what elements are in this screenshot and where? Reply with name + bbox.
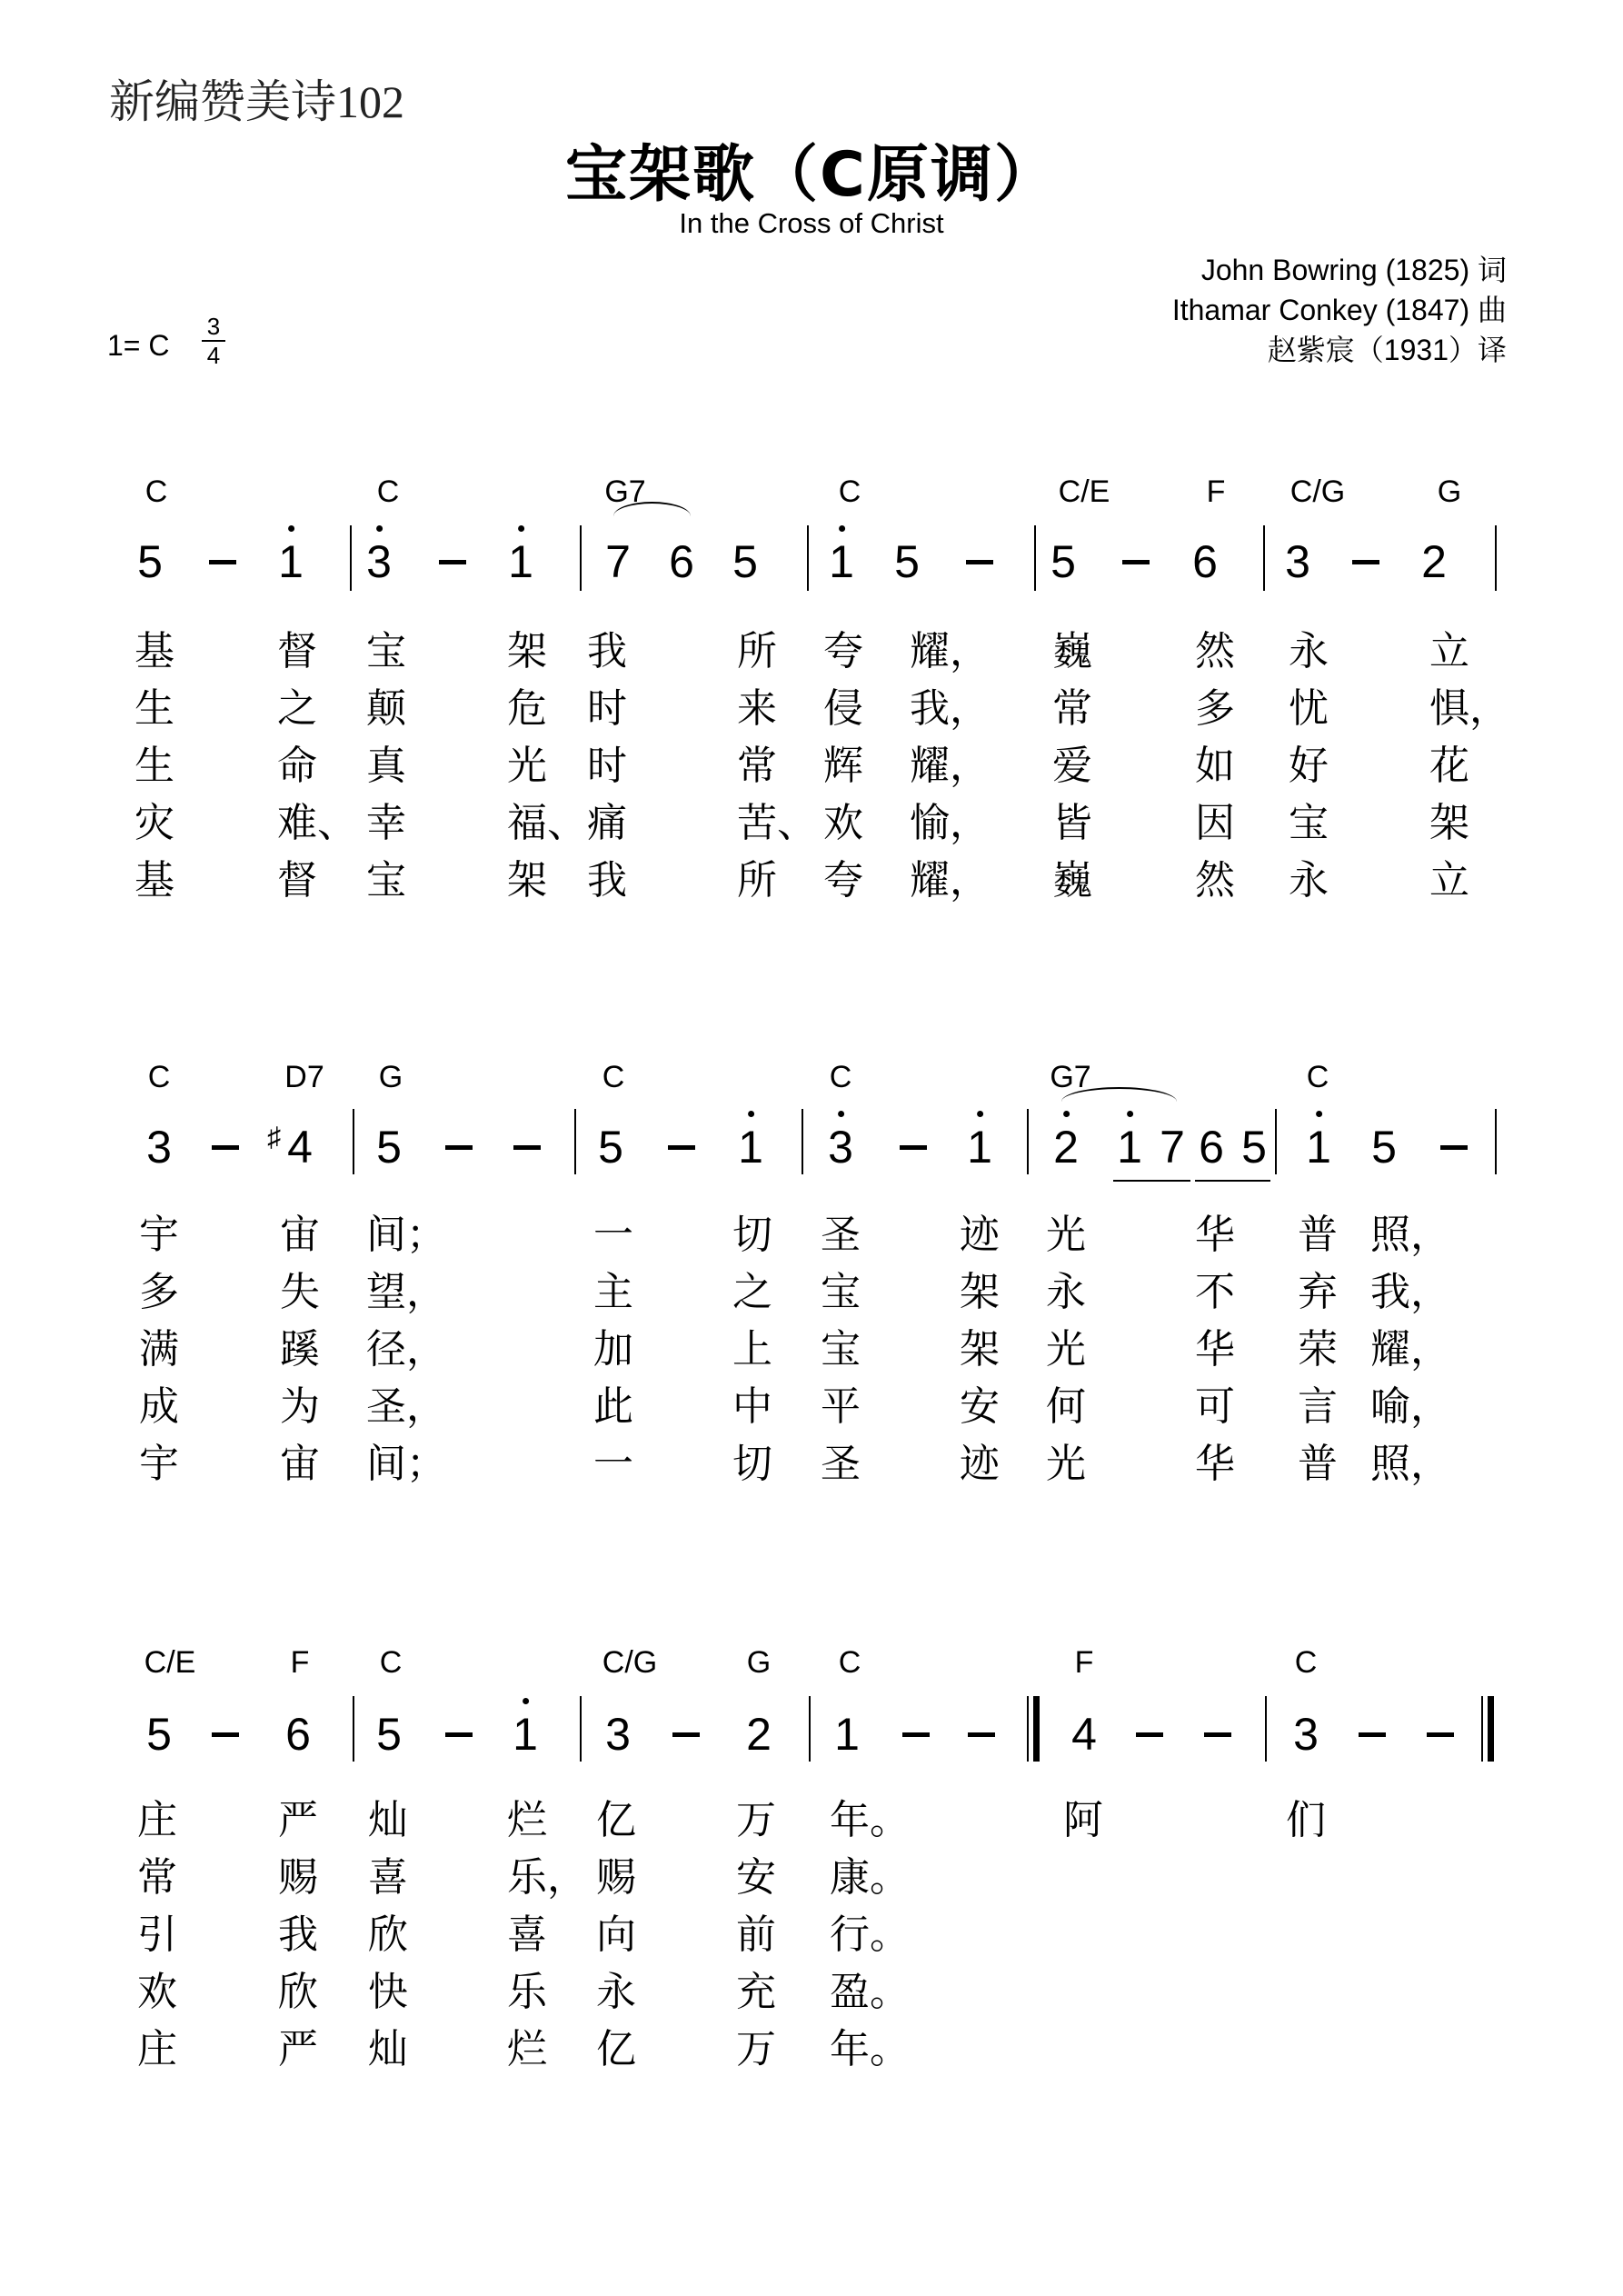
lyric-verse-5: 光 [1046, 1441, 1086, 1487]
lyric-verse-1: 巍 [1052, 628, 1092, 674]
lyric-verse-1: 所 [737, 628, 777, 674]
note: 1 [1117, 1122, 1142, 1173]
lyric-verse-1: 年。 [830, 1797, 910, 1843]
lyric-verse-4: 宝 [1289, 800, 1329, 846]
lyric-verse-5: 我 [587, 857, 627, 903]
lyric-verse-1: 基 [134, 628, 174, 674]
chord-symbol: C/G [602, 1645, 658, 1680]
extension-dash [968, 1732, 995, 1737]
octave-dot [288, 525, 294, 532]
lyric-verse-4: 皆 [1052, 800, 1092, 846]
lyric-verse-4: 欢 [137, 1969, 177, 2015]
lyric-verse-3: 常 [737, 743, 777, 789]
barline [1027, 1109, 1029, 1174]
note: 2 [746, 1709, 772, 1760]
octave-dot [839, 525, 845, 532]
lyric-verse-4: 欣 [278, 1969, 318, 2015]
lyric-verse-3: 喜 [507, 1912, 547, 1958]
lyric-verse-5: 基 [134, 857, 174, 903]
lyric-verse-3: 命 [277, 743, 317, 789]
lyric-verse-1: 我 [587, 628, 627, 674]
note: 6 [285, 1709, 311, 1760]
lyric-verse-5: 间； [366, 1441, 446, 1487]
lyric-verse-4: 福、 [507, 800, 587, 846]
lyric-verse-4: 喻， [1370, 1383, 1450, 1430]
lyric-verse-5: 圣 [821, 1441, 861, 1487]
lyric-verse-3: 爱 [1052, 743, 1092, 789]
lyric-verse-1: 严 [278, 1797, 318, 1843]
lyric-verse-5: 永 [1289, 857, 1329, 903]
note: 1 [1306, 1122, 1331, 1173]
lyric-verse-3: 蹊 [280, 1326, 320, 1373]
barline [1275, 1109, 1277, 1174]
lyric-verse-2: 常 [1052, 685, 1092, 732]
lyric-verse-4: 架 [1429, 800, 1469, 846]
english-subtitle: In the Cross of Christ [679, 207, 944, 239]
note: 5 [376, 1709, 402, 1760]
lyric-verse-3: 光 [507, 743, 547, 789]
octave-dot [1063, 1111, 1070, 1117]
note: 2 [1053, 1122, 1079, 1173]
chord-symbol: F [1206, 474, 1226, 509]
lyric-verse-4: 快 [368, 1969, 408, 2015]
lyric-verse-1: 庄 [137, 1797, 177, 1843]
extension-dash [445, 1732, 473, 1737]
extension-dash [445, 1145, 473, 1150]
eighth-note-underline [1195, 1180, 1270, 1182]
lyric-verse-3: 真 [366, 743, 406, 789]
chord-symbol: C/E [1058, 474, 1110, 509]
lyric-verse-5: 万 [736, 2026, 776, 2072]
chord-symbol: F [1074, 1645, 1094, 1680]
double-barline-thick [1488, 1696, 1494, 1762]
lyric-verse-3: 径， [366, 1326, 446, 1373]
time-signature [202, 314, 225, 367]
lyric-verse-1: 迹 [960, 1212, 1000, 1258]
note: 6 [669, 536, 694, 587]
amen-lyric: 们 [1286, 1797, 1326, 1843]
extension-dash [900, 1145, 927, 1150]
lyric-verse-2: 不 [1195, 1269, 1235, 1315]
note: 3 [146, 1122, 172, 1173]
lyric-verse-1: 间； [366, 1212, 446, 1258]
lyric-verse-2: 安 [736, 1854, 776, 1901]
note: 5 [598, 1122, 623, 1173]
lyric-verse-3: 如 [1195, 743, 1235, 789]
extension-dash [672, 1732, 700, 1737]
lyric-verse-3: 引 [137, 1912, 177, 1958]
extension-dash [1359, 1732, 1386, 1737]
lyric-verse-5: 宙 [280, 1441, 320, 1487]
chord-symbol: C [1294, 1645, 1318, 1680]
lyric-verse-2: 多 [1195, 685, 1235, 732]
chord-symbol: C [1306, 1060, 1329, 1094]
lyric-verse-2: 之 [277, 685, 317, 732]
barline [807, 525, 809, 591]
lyric-verse-5: 华 [1195, 1441, 1235, 1487]
note: 5 [894, 536, 920, 587]
note: 3 [605, 1709, 631, 1760]
chord-symbol: C [838, 1645, 861, 1680]
extension-dash [1440, 1145, 1468, 1150]
lyric-verse-5: 宝 [366, 857, 406, 903]
lyric-verse-2: 危 [507, 685, 547, 732]
time-signature-bottom: 4 [206, 342, 221, 369]
chord-symbol: C [838, 474, 861, 509]
lyric-verse-3: 好 [1289, 743, 1329, 789]
lyric-verse-3: 光 [1046, 1326, 1086, 1373]
extension-dash [1136, 1732, 1163, 1737]
barline [580, 525, 582, 591]
lyric-verse-3: 架 [960, 1326, 1000, 1373]
lyric-verse-4: 言 [1298, 1383, 1338, 1430]
lyric-verse-3: 前 [736, 1912, 776, 1958]
lyric-verse-4: 为 [280, 1383, 320, 1430]
extension-dash [1204, 1732, 1231, 1737]
octave-dot [1127, 1111, 1133, 1117]
lyric-verse-5: 亿 [596, 2026, 636, 2072]
lyric-verse-2: 我， [1370, 1269, 1450, 1315]
octave-dot [838, 1111, 844, 1117]
lyric-verse-5: 立 [1429, 857, 1469, 903]
lyric-verse-5: 然 [1195, 857, 1235, 903]
lyric-verse-2: 之 [732, 1269, 772, 1315]
lyric-verse-2: 主 [593, 1269, 633, 1315]
note: 1 [967, 1122, 992, 1173]
note: 3 [1293, 1709, 1319, 1760]
lyric-verse-2: 多 [139, 1269, 179, 1315]
note: 1 [508, 536, 533, 587]
lyric-verse-2: 失 [280, 1269, 320, 1315]
lyric-verse-1: 光 [1046, 1212, 1086, 1258]
chord-symbol: D7 [284, 1060, 324, 1094]
lyric-verse-4: 可 [1195, 1383, 1235, 1430]
lyric-verse-4: 欢 [823, 800, 863, 846]
chord-symbol: G [1437, 474, 1462, 509]
lyric-verse-4: 何 [1046, 1383, 1086, 1430]
note: 1 [829, 536, 854, 587]
page-title: 宝架歌（C原调） [565, 139, 1058, 211]
note: 5 [146, 1709, 172, 1760]
chord-symbol: C [602, 1060, 625, 1094]
translator-credit: 赵紫宸（1931）译 [1267, 334, 1507, 366]
lyric-verse-3: 华 [1195, 1326, 1235, 1373]
barline [353, 1109, 354, 1174]
lyric-verse-4: 安 [960, 1383, 1000, 1430]
lyric-verse-1: 灿 [368, 1797, 408, 1843]
time-signature-top: 3 [206, 313, 221, 340]
lyric-verse-4: 成 [139, 1383, 179, 1430]
octave-dot [977, 1111, 983, 1117]
lyric-verse-5: 灿 [368, 2026, 408, 2072]
lyric-verse-5: 夸 [823, 857, 863, 903]
extension-dash [513, 1145, 541, 1150]
lyric-verse-2: 康。 [830, 1854, 910, 1901]
lyric-verse-2: 宝 [821, 1269, 861, 1315]
lyric-verse-3: 耀， [1370, 1326, 1450, 1373]
extension-dash [902, 1732, 930, 1737]
note: 6 [1199, 1122, 1224, 1173]
chord-symbol: C [829, 1060, 852, 1094]
hymnal-number: 新编赞美诗102 [109, 76, 404, 127]
lyric-verse-4: 圣， [366, 1383, 446, 1430]
lyric-verse-3: 时 [587, 743, 627, 789]
lyric-verse-4: 盈。 [830, 1969, 910, 2015]
amen-lyric: 阿 [1063, 1797, 1103, 1843]
lyric-verse-1: 宝 [366, 628, 406, 674]
lyric-verse-1: 烂 [507, 1797, 547, 1843]
lyric-verse-1: 宇 [139, 1212, 179, 1258]
lyric-verse-4: 中 [732, 1383, 772, 1430]
lyric-verse-1: 普 [1298, 1212, 1338, 1258]
double-barline-thin [1481, 1696, 1483, 1762]
extension-dash [212, 1145, 239, 1150]
lyric-verse-5: 照， [1370, 1441, 1450, 1487]
note: 2 [1421, 536, 1447, 587]
lyric-verse-1: 立 [1429, 628, 1469, 674]
lyric-verse-1: 圣 [821, 1212, 861, 1258]
barline [574, 1109, 576, 1174]
lyric-verse-3: 辉 [823, 743, 863, 789]
barline [580, 1696, 582, 1762]
lyric-verse-3: 满 [139, 1326, 179, 1373]
chord-symbol: C [144, 474, 168, 509]
chord-symbol: G [746, 1645, 772, 1680]
lyric-verse-5: 督 [277, 857, 317, 903]
extension-dash [966, 560, 993, 564]
lyric-verse-2: 我， [910, 685, 990, 732]
lyric-verse-5: 年。 [830, 2026, 910, 2072]
barline [802, 1109, 803, 1174]
lyric-verse-2: 望， [366, 1269, 446, 1315]
lyric-verse-2: 乐， [507, 1854, 587, 1901]
chord-symbol: F [290, 1645, 310, 1680]
lyric-verse-1: 耀， [910, 628, 990, 674]
chord-symbol: C [376, 474, 400, 509]
eighth-note-underline [1113, 1180, 1190, 1182]
lyric-verse-5: 严 [278, 2026, 318, 2072]
lyric-verse-4: 愉， [910, 800, 990, 846]
barline [350, 525, 352, 591]
lyric-verse-1: 一 [593, 1212, 633, 1258]
lyric-verse-4: 幸 [366, 800, 406, 846]
barline [1265, 1696, 1267, 1762]
extension-dash [1352, 560, 1379, 564]
barline [1263, 525, 1265, 591]
lyric-verse-3: 宝 [821, 1326, 861, 1373]
composer-credit: Ithamar Conkey (1847) 曲 [1171, 294, 1507, 326]
note: 5 [732, 536, 758, 587]
note: 4 [1071, 1709, 1097, 1760]
lyric-verse-5: 烂 [507, 2026, 547, 2072]
lyric-verse-4: 平 [821, 1383, 861, 1430]
double-barline-thick [1033, 1696, 1040, 1762]
lyric-verse-3: 欣 [368, 1912, 408, 1958]
lyric-verse-1: 永 [1289, 628, 1329, 674]
lyric-verse-5: 迹 [960, 1441, 1000, 1487]
note: 5 [376, 1122, 402, 1173]
lyric-verse-3: 向 [596, 1912, 636, 1958]
octave-dot [1316, 1111, 1322, 1117]
key-signature: 1= C [107, 329, 170, 362]
note: 5 [1050, 536, 1076, 587]
note: 1 [513, 1709, 538, 1760]
lyric-verse-1: 宙 [280, 1212, 320, 1258]
sharp-accidental: ♯ [267, 1123, 282, 1153]
barline [353, 1696, 354, 1762]
lyric-verse-5: 一 [593, 1441, 633, 1487]
lyric-verse-5: 普 [1298, 1441, 1338, 1487]
chord-symbol: G7 [1050, 1060, 1091, 1094]
lyric-verse-2: 喜 [368, 1854, 408, 1901]
chord-symbol: C/E [144, 1645, 196, 1680]
lyric-verse-3: 荣 [1298, 1326, 1338, 1373]
lyric-verse-4: 充 [736, 1969, 776, 2015]
note: 5 [1371, 1122, 1397, 1173]
lyric-verse-1: 照， [1370, 1212, 1450, 1258]
lyric-verse-1: 华 [1195, 1212, 1235, 1258]
lyric-verse-2: 赐 [596, 1854, 636, 1901]
barline [1495, 525, 1497, 591]
lyric-verse-5: 庄 [137, 2026, 177, 2072]
note: 7 [605, 536, 631, 587]
note: 3 [366, 536, 392, 587]
lyric-verse-5: 架 [507, 857, 547, 903]
lyric-verse-3: 行。 [830, 1912, 910, 1958]
octave-dot [376, 525, 383, 532]
extension-dash [668, 1145, 695, 1150]
lyric-verse-3: 上 [732, 1326, 772, 1373]
lyric-verse-1: 切 [732, 1212, 772, 1258]
lyric-verse-1: 夸 [823, 628, 863, 674]
lyric-verse-2: 惧， [1429, 685, 1509, 732]
lyric-verse-2: 来 [737, 685, 777, 732]
note: 1 [278, 536, 304, 587]
lyric-verse-2: 弃 [1298, 1269, 1338, 1315]
barline [1495, 1109, 1497, 1174]
extension-dash [1122, 560, 1150, 564]
lyric-verse-4: 此 [593, 1383, 633, 1430]
lyric-verse-1: 亿 [596, 1797, 636, 1843]
lyric-verse-2: 忧 [1289, 685, 1329, 732]
lyric-verse-5: 宇 [139, 1441, 179, 1487]
lyric-verse-1: 架 [507, 628, 547, 674]
lyric-verse-1: 然 [1195, 628, 1235, 674]
extension-dash [439, 560, 466, 564]
chord-symbol: G7 [604, 474, 646, 509]
lyric-verse-2: 永 [1046, 1269, 1086, 1315]
extension-dash [212, 1732, 239, 1737]
lyric-verse-3: 生 [134, 743, 174, 789]
lyricist-credit: John Bowring (1825) 词 [1200, 254, 1507, 286]
lyric-verse-1: 万 [736, 1797, 776, 1843]
lyric-verse-1: 督 [277, 628, 317, 674]
lyric-verse-5: 巍 [1052, 857, 1092, 903]
lyric-verse-5: 切 [732, 1441, 772, 1487]
note: 4 ♯ [287, 1122, 313, 1173]
lyric-verse-3: 我 [278, 1912, 318, 1958]
barline [809, 1696, 811, 1762]
lyric-verse-4: 乐 [507, 1969, 547, 2015]
lyric-verse-2: 时 [587, 685, 627, 732]
note: 1 [834, 1709, 860, 1760]
note: 5 [137, 536, 163, 587]
lyric-verse-2: 赐 [278, 1854, 318, 1901]
lyric-verse-4: 灾 [134, 800, 174, 846]
lyric-verse-4: 苦、 [737, 800, 817, 846]
lyric-verse-2: 架 [960, 1269, 1000, 1315]
chord-symbol: C [379, 1645, 403, 1680]
lyric-verse-2: 侵 [823, 685, 863, 732]
note: 7 [1160, 1122, 1185, 1173]
lyric-verse-3: 加 [593, 1326, 633, 1373]
lyric-verse-4: 难、 [277, 800, 357, 846]
note: 6 [1192, 536, 1218, 587]
octave-dot [748, 1111, 754, 1117]
chord-symbol: G [378, 1060, 403, 1094]
double-barline-thin [1027, 1696, 1029, 1762]
octave-dot [523, 1698, 529, 1704]
lyric-verse-2: 常 [137, 1854, 177, 1901]
octave-dot [518, 525, 524, 532]
lyric-verse-5: 耀， [910, 857, 990, 903]
chord-symbol: C/G [1289, 474, 1346, 509]
note: 3 [828, 1122, 853, 1173]
note: 3 [1285, 536, 1310, 587]
lyric-verse-3: 耀， [910, 743, 990, 789]
lyric-verse-4: 因 [1195, 800, 1235, 846]
chord-symbol: C [147, 1060, 171, 1094]
note: 5 [1241, 1122, 1267, 1173]
note: 1 [738, 1122, 763, 1173]
lyric-verse-4: 永 [596, 1969, 636, 2015]
lyric-verse-5: 所 [737, 857, 777, 903]
lyric-verse-4: 痛 [587, 800, 627, 846]
lyric-verse-2: 颠 [366, 685, 406, 732]
barline [1034, 525, 1036, 591]
lyric-verse-3: 花 [1429, 743, 1469, 789]
lyric-verse-2: 生 [134, 685, 174, 732]
extension-dash [209, 560, 236, 564]
extension-dash [1427, 1732, 1454, 1737]
